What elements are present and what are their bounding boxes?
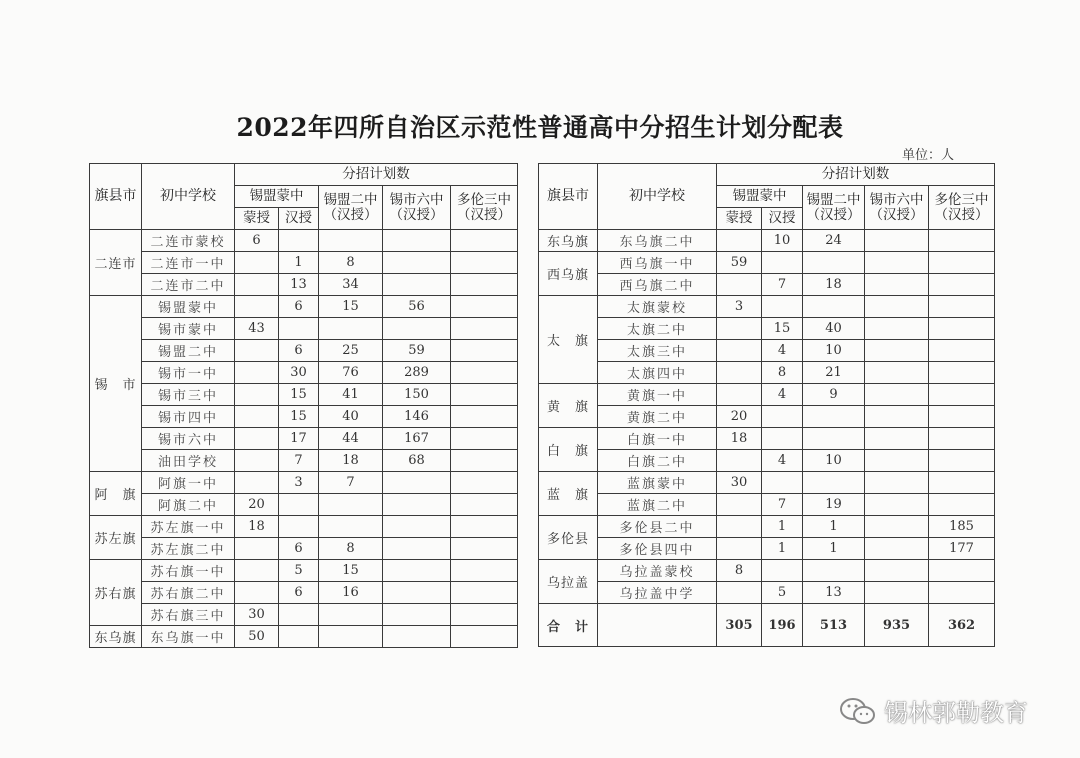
table-row <box>90 296 518 318</box>
county-cell: 锡 市 <box>90 296 142 472</box>
school-cell: 锡市一中 <box>142 362 235 384</box>
value-cell: 5 <box>762 582 803 604</box>
table-row <box>539 362 995 384</box>
total-label: 合 计 <box>539 604 598 647</box>
value-cell <box>451 384 518 406</box>
value-cell: 50 <box>235 626 279 648</box>
value-cell <box>717 274 762 296</box>
value-cell <box>319 604 383 626</box>
value-cell <box>803 428 865 450</box>
value-cell <box>717 538 762 560</box>
school-cell: 西乌旗一中 <box>598 252 717 274</box>
value-cell <box>762 560 803 582</box>
value-cell: 56 <box>383 296 451 318</box>
value-cell <box>451 406 518 428</box>
table-row <box>539 252 995 274</box>
value-cell <box>451 274 518 296</box>
value-cell: 43 <box>235 318 279 340</box>
watermark <box>838 693 1028 728</box>
value-cell: 76 <box>319 362 383 384</box>
table-row <box>539 472 995 494</box>
value-cell <box>451 604 518 626</box>
total-value-cell: 196 <box>762 604 803 647</box>
school-cell: 太旗四中 <box>598 362 717 384</box>
total-row <box>539 604 995 647</box>
value-cell <box>717 582 762 604</box>
table-row <box>90 472 518 494</box>
value-cell <box>383 230 451 252</box>
table-row <box>539 340 995 362</box>
school-cell: 蓝旗蒙中 <box>598 472 717 494</box>
table-row <box>90 428 518 450</box>
value-cell <box>929 406 995 428</box>
value-cell <box>383 516 451 538</box>
header-han: 汉授 <box>279 208 319 230</box>
value-cell: 41 <box>319 384 383 406</box>
watermark-text: 锡林郭勒教育 <box>884 699 1028 727</box>
school-cell: 油田学校 <box>142 450 235 472</box>
value-cell: 40 <box>803 318 865 340</box>
value-cell <box>235 362 279 384</box>
value-cell <box>865 538 929 560</box>
table-row <box>90 604 518 626</box>
value-cell <box>865 384 929 406</box>
table-row <box>539 318 995 340</box>
table-row <box>90 582 518 604</box>
value-cell: 18 <box>717 428 762 450</box>
value-cell: 177 <box>929 538 995 560</box>
value-cell <box>319 626 383 648</box>
value-cell <box>451 494 518 516</box>
table-row <box>90 538 518 560</box>
school-cell: 东乌旗二中 <box>598 230 717 252</box>
school-cell: 苏右旗一中 <box>142 560 235 582</box>
header-xmmz: 锡盟蒙中 <box>235 186 319 208</box>
value-cell: 18 <box>235 516 279 538</box>
value-cell: 7 <box>279 450 319 472</box>
total-school-cell <box>598 604 717 647</box>
value-cell: 15 <box>279 406 319 428</box>
school-cell: 蓝旗二中 <box>598 494 717 516</box>
value-cell <box>803 560 865 582</box>
value-cell: 15 <box>762 318 803 340</box>
table-row <box>90 230 518 252</box>
table-row <box>539 582 995 604</box>
table-row <box>90 318 518 340</box>
value-cell: 1 <box>803 538 865 560</box>
value-cell: 4 <box>762 340 803 362</box>
table-row <box>539 384 995 406</box>
table-row <box>539 230 995 252</box>
value-cell: 8 <box>762 362 803 384</box>
value-cell <box>383 626 451 648</box>
allocation-table-right <box>538 163 995 647</box>
value-cell: 146 <box>383 406 451 428</box>
value-cell <box>803 296 865 318</box>
school-cell: 苏右旗二中 <box>142 582 235 604</box>
header-county: 旗县市 <box>539 164 598 230</box>
value-cell <box>451 516 518 538</box>
value-cell <box>383 252 451 274</box>
value-cell: 17 <box>279 428 319 450</box>
value-cell: 30 <box>279 362 319 384</box>
school-cell: 黄旗一中 <box>598 384 717 406</box>
school-cell: 西乌旗二中 <box>598 274 717 296</box>
value-cell <box>451 230 518 252</box>
header-xmez: 锡盟二中 （汉授） <box>319 186 383 230</box>
value-cell <box>319 516 383 538</box>
value-cell: 10 <box>803 450 865 472</box>
value-cell <box>717 384 762 406</box>
value-cell: 3 <box>279 472 319 494</box>
value-cell: 185 <box>929 516 995 538</box>
county-cell: 西乌旗 <box>539 252 598 296</box>
header-xmmz: 锡盟蒙中 <box>717 186 803 208</box>
value-cell <box>929 230 995 252</box>
value-cell <box>383 318 451 340</box>
school-cell: 乌拉盖中学 <box>598 582 717 604</box>
value-cell <box>235 538 279 560</box>
value-cell <box>279 230 319 252</box>
value-cell <box>865 516 929 538</box>
table-row <box>90 560 518 582</box>
value-cell <box>865 340 929 362</box>
value-cell: 16 <box>319 582 383 604</box>
value-cell <box>929 318 995 340</box>
value-cell <box>319 230 383 252</box>
table-row <box>539 406 995 428</box>
value-cell: 13 <box>803 582 865 604</box>
school-cell: 苏左旗一中 <box>142 516 235 538</box>
value-cell: 13 <box>279 274 319 296</box>
value-cell <box>762 406 803 428</box>
value-cell: 30 <box>717 472 762 494</box>
value-cell <box>865 406 929 428</box>
table-row <box>539 296 995 318</box>
header-plan: 分招计划数 <box>235 164 518 186</box>
value-cell: 6 <box>279 340 319 362</box>
school-cell: 锡盟蒙中 <box>142 296 235 318</box>
value-cell: 1 <box>803 516 865 538</box>
school-cell: 锡市三中 <box>142 384 235 406</box>
value-cell: 25 <box>319 340 383 362</box>
value-cell: 1 <box>762 538 803 560</box>
value-cell <box>451 560 518 582</box>
value-cell <box>451 428 518 450</box>
value-cell: 4 <box>762 384 803 406</box>
total-value-cell: 362 <box>929 604 995 647</box>
value-cell: 6 <box>235 230 279 252</box>
table-row <box>539 494 995 516</box>
value-cell: 44 <box>319 428 383 450</box>
value-cell <box>451 472 518 494</box>
table-row <box>90 274 518 296</box>
header-school: 初中学校 <box>598 164 717 230</box>
value-cell: 20 <box>235 494 279 516</box>
table-row <box>90 384 518 406</box>
value-cell <box>717 362 762 384</box>
value-cell <box>235 274 279 296</box>
value-cell <box>865 274 929 296</box>
school-cell: 乌拉盖蒙校 <box>598 560 717 582</box>
county-cell: 二连市 <box>90 230 142 296</box>
table-row <box>539 274 995 296</box>
value-cell <box>717 230 762 252</box>
table-row <box>90 626 518 648</box>
value-cell <box>865 428 929 450</box>
value-cell: 40 <box>319 406 383 428</box>
value-cell: 59 <box>383 340 451 362</box>
table-row <box>90 406 518 428</box>
value-cell <box>717 494 762 516</box>
value-cell <box>319 494 383 516</box>
county-cell: 阿 旗 <box>90 472 142 516</box>
value-cell <box>803 472 865 494</box>
value-cell <box>279 516 319 538</box>
value-cell <box>929 252 995 274</box>
value-cell <box>235 560 279 582</box>
value-cell: 4 <box>762 450 803 472</box>
county-cell: 太 旗 <box>539 296 598 384</box>
value-cell <box>929 560 995 582</box>
value-cell: 20 <box>717 406 762 428</box>
school-cell: 多伦县四中 <box>598 538 717 560</box>
value-cell <box>279 626 319 648</box>
value-cell <box>279 318 319 340</box>
county-cell: 黄 旗 <box>539 384 598 428</box>
school-cell: 苏左旗二中 <box>142 538 235 560</box>
value-cell <box>451 450 518 472</box>
value-cell <box>865 560 929 582</box>
value-cell: 3 <box>717 296 762 318</box>
value-cell <box>929 340 995 362</box>
value-cell <box>865 318 929 340</box>
value-cell: 150 <box>383 384 451 406</box>
value-cell <box>929 384 995 406</box>
header-xslz: 锡市六中 （汉授） <box>383 186 451 230</box>
value-cell <box>451 296 518 318</box>
value-cell <box>235 472 279 494</box>
value-cell: 10 <box>803 340 865 362</box>
value-cell <box>235 340 279 362</box>
value-cell <box>803 252 865 274</box>
value-cell: 19 <box>803 494 865 516</box>
header-school: 初中学校 <box>142 164 235 230</box>
value-cell <box>235 428 279 450</box>
header-dlsz: 多伦三中 （汉授） <box>929 186 995 230</box>
value-cell: 18 <box>803 274 865 296</box>
table-row <box>90 362 518 384</box>
total-value-cell: 935 <box>865 604 929 647</box>
allocation-table-left <box>89 163 518 648</box>
value-cell: 15 <box>319 296 383 318</box>
header-xslz: 锡市六中 （汉授） <box>865 186 929 230</box>
school-cell: 阿旗一中 <box>142 472 235 494</box>
value-cell <box>451 626 518 648</box>
table-row <box>539 428 995 450</box>
value-cell <box>717 340 762 362</box>
value-cell: 10 <box>762 230 803 252</box>
value-cell: 15 <box>279 384 319 406</box>
wechat-icon <box>838 696 878 726</box>
table-row <box>90 252 518 274</box>
school-cell: 太旗三中 <box>598 340 717 362</box>
school-cell: 太旗二中 <box>598 318 717 340</box>
county-cell: 乌拉盖 <box>539 560 598 604</box>
header-dlsz: 多伦三中 （汉授） <box>451 186 518 230</box>
header-xmez: 锡盟二中 （汉授） <box>803 186 865 230</box>
value-cell <box>865 252 929 274</box>
value-cell <box>929 494 995 516</box>
value-cell <box>717 318 762 340</box>
value-cell <box>383 538 451 560</box>
table-row <box>539 560 995 582</box>
value-cell <box>929 296 995 318</box>
value-cell <box>803 406 865 428</box>
value-cell <box>929 582 995 604</box>
school-cell: 二连市一中 <box>142 252 235 274</box>
value-cell: 18 <box>319 450 383 472</box>
value-cell <box>865 230 929 252</box>
value-cell <box>383 494 451 516</box>
value-cell: 167 <box>383 428 451 450</box>
value-cell: 7 <box>762 274 803 296</box>
value-cell: 34 <box>319 274 383 296</box>
value-cell <box>235 384 279 406</box>
value-cell: 1 <box>762 516 803 538</box>
value-cell <box>451 362 518 384</box>
value-cell <box>762 428 803 450</box>
county-cell: 白 旗 <box>539 428 598 472</box>
total-value-cell: 513 <box>803 604 865 647</box>
value-cell <box>762 252 803 274</box>
value-cell <box>929 274 995 296</box>
value-cell <box>929 428 995 450</box>
school-cell: 二连市蒙校 <box>142 230 235 252</box>
value-cell: 7 <box>762 494 803 516</box>
value-cell: 68 <box>383 450 451 472</box>
value-cell: 6 <box>279 538 319 560</box>
value-cell <box>451 340 518 362</box>
value-cell <box>865 472 929 494</box>
value-cell <box>383 604 451 626</box>
header-county: 旗县市 <box>90 164 142 230</box>
school-cell: 白旗二中 <box>598 450 717 472</box>
school-cell: 白旗一中 <box>598 428 717 450</box>
value-cell <box>762 296 803 318</box>
value-cell: 8 <box>717 560 762 582</box>
value-cell: 8 <box>319 538 383 560</box>
header-meng: 蒙授 <box>235 208 279 230</box>
value-cell <box>929 472 995 494</box>
county-cell: 东乌旗 <box>90 626 142 648</box>
school-cell: 黄旗二中 <box>598 406 717 428</box>
header-plan: 分招计划数 <box>717 164 995 186</box>
table-row <box>539 450 995 472</box>
table-row <box>539 538 995 560</box>
value-cell <box>929 362 995 384</box>
value-cell <box>865 582 929 604</box>
school-cell: 多伦县二中 <box>598 516 717 538</box>
county-cell: 多伦县 <box>539 516 598 560</box>
school-cell: 太旗蒙校 <box>598 296 717 318</box>
county-cell: 东乌旗 <box>539 230 598 252</box>
table-row <box>90 340 518 362</box>
school-cell: 锡市四中 <box>142 406 235 428</box>
value-cell <box>383 582 451 604</box>
value-cell <box>865 296 929 318</box>
value-cell: 7 <box>319 472 383 494</box>
value-cell: 24 <box>803 230 865 252</box>
value-cell: 5 <box>279 560 319 582</box>
header-meng: 蒙授 <box>717 208 762 230</box>
school-cell: 锡市蒙中 <box>142 318 235 340</box>
value-cell: 21 <box>803 362 865 384</box>
value-cell <box>383 560 451 582</box>
value-cell <box>865 362 929 384</box>
value-cell <box>865 494 929 516</box>
school-cell: 二连市二中 <box>142 274 235 296</box>
unit-label: 单位：人 <box>902 148 955 163</box>
value-cell: 8 <box>319 252 383 274</box>
school-cell: 阿旗二中 <box>142 494 235 516</box>
value-cell <box>279 604 319 626</box>
document-title: 2022年四所自治区示范性普通高中分招生计划分配表 <box>236 113 844 142</box>
value-cell: 6 <box>279 296 319 318</box>
value-cell <box>383 274 451 296</box>
value-cell <box>865 450 929 472</box>
value-cell <box>451 538 518 560</box>
header-han: 汉授 <box>762 208 803 230</box>
value-cell <box>235 450 279 472</box>
value-cell: 15 <box>319 560 383 582</box>
table-row <box>539 516 995 538</box>
value-cell <box>279 494 319 516</box>
value-cell <box>451 318 518 340</box>
value-cell <box>717 450 762 472</box>
table-row <box>90 494 518 516</box>
value-cell: 30 <box>235 604 279 626</box>
value-cell <box>929 450 995 472</box>
value-cell <box>319 318 383 340</box>
school-cell: 锡盟二中 <box>142 340 235 362</box>
school-cell: 东乌旗一中 <box>142 626 235 648</box>
total-value-cell: 305 <box>717 604 762 647</box>
value-cell <box>235 252 279 274</box>
value-cell <box>235 406 279 428</box>
value-cell <box>451 582 518 604</box>
value-cell <box>717 516 762 538</box>
county-cell: 苏右旗 <box>90 560 142 626</box>
county-cell: 苏左旗 <box>90 516 142 560</box>
value-cell: 289 <box>383 362 451 384</box>
value-cell: 1 <box>279 252 319 274</box>
table-row <box>90 450 518 472</box>
school-cell: 苏右旗三中 <box>142 604 235 626</box>
school-cell: 锡市六中 <box>142 428 235 450</box>
table-row <box>90 516 518 538</box>
value-cell <box>762 472 803 494</box>
value-cell: 9 <box>803 384 865 406</box>
value-cell <box>235 296 279 318</box>
value-cell <box>235 582 279 604</box>
county-cell: 蓝 旗 <box>539 472 598 516</box>
value-cell <box>451 252 518 274</box>
value-cell: 59 <box>717 252 762 274</box>
value-cell: 6 <box>279 582 319 604</box>
value-cell <box>383 472 451 494</box>
